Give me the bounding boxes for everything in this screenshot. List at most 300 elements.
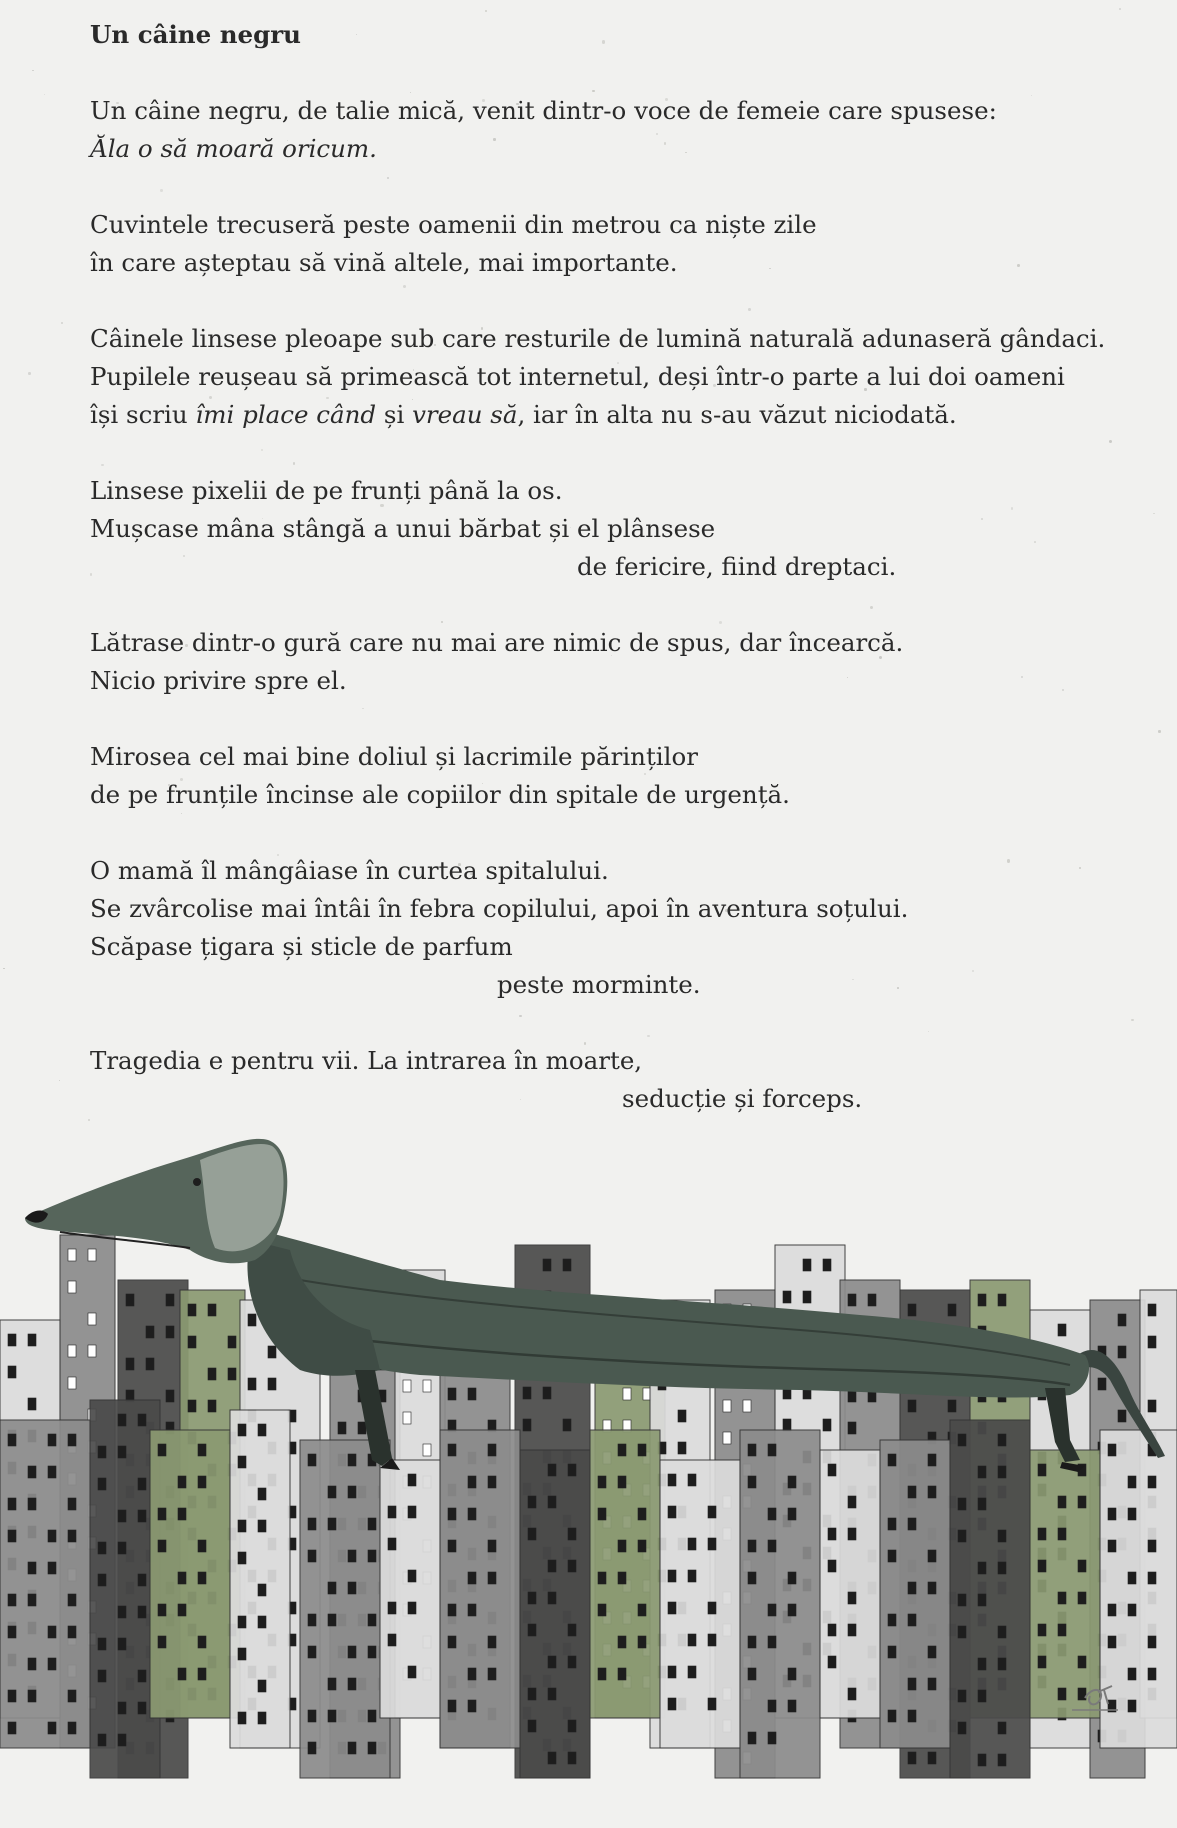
window (308, 1550, 316, 1562)
window (258, 1488, 266, 1500)
window (408, 1666, 416, 1678)
text-run: își scriu (90, 400, 196, 429)
window (448, 1540, 456, 1552)
window (368, 1646, 376, 1658)
window (908, 1752, 916, 1764)
window (523, 1387, 531, 1399)
window (188, 1336, 196, 1348)
window (548, 1656, 556, 1668)
window (688, 1666, 696, 1678)
window (118, 1510, 126, 1522)
window (1038, 1528, 1046, 1540)
window (348, 1646, 356, 1658)
window (118, 1414, 126, 1426)
window (198, 1540, 206, 1552)
window (598, 1476, 606, 1488)
window (118, 1542, 126, 1554)
window (1108, 1444, 1116, 1456)
poem-line (90, 738, 1090, 776)
poem-title: Un câine negru (90, 20, 301, 49)
window (358, 1422, 366, 1434)
window (448, 1636, 456, 1648)
window (388, 1602, 396, 1614)
italic-phrase: îmi place când (195, 400, 377, 429)
window (28, 1658, 36, 1670)
window (623, 1388, 631, 1400)
window (408, 1506, 416, 1518)
window (258, 1680, 266, 1692)
text-run: O mamă îl mângâiase în curtea spitalului. (90, 856, 609, 885)
window (528, 1720, 536, 1732)
window (126, 1358, 134, 1370)
window (543, 1387, 551, 1399)
building (1030, 1450, 1100, 1718)
window (1148, 1336, 1156, 1348)
window (998, 1754, 1006, 1766)
window (68, 1722, 76, 1734)
window (638, 1508, 646, 1520)
window (48, 1722, 56, 1734)
window (1148, 1668, 1156, 1680)
window (138, 1574, 146, 1586)
window (958, 1498, 966, 1510)
window (928, 1550, 936, 1562)
paper-speck (1153, 513, 1154, 514)
window (28, 1334, 36, 1346)
poem-line (90, 396, 1090, 434)
window (368, 1518, 376, 1530)
window (788, 1508, 796, 1520)
window (828, 1464, 836, 1476)
window (28, 1594, 36, 1606)
window (978, 1754, 986, 1766)
window (978, 1466, 986, 1478)
window (928, 1752, 936, 1764)
window (328, 1614, 336, 1626)
window (8, 1334, 16, 1346)
window (146, 1326, 154, 1338)
window (488, 1476, 496, 1488)
window (848, 1624, 856, 1636)
window (708, 1634, 716, 1646)
window (543, 1259, 551, 1271)
window (348, 1678, 356, 1690)
window (48, 1466, 56, 1478)
text-run: Se zvârcolise mai întâi în febra copilului, apoi în aventura soțului. (90, 894, 909, 923)
window (166, 1294, 174, 1306)
window (888, 1646, 896, 1658)
window (958, 1594, 966, 1606)
window (688, 1634, 696, 1646)
window (1128, 1604, 1136, 1616)
text-run: seducție și forceps. (622, 1084, 863, 1113)
window (348, 1582, 356, 1594)
window (598, 1508, 606, 1520)
stanza (90, 206, 1090, 282)
window (688, 1570, 696, 1582)
window (308, 1454, 316, 1466)
window (98, 1478, 106, 1490)
window (1148, 1572, 1156, 1584)
window (768, 1540, 776, 1552)
window (1058, 1592, 1066, 1604)
building (880, 1440, 950, 1748)
stanza (90, 320, 1106, 434)
window (468, 1700, 476, 1712)
paper-speck (32, 70, 34, 72)
window (598, 1572, 606, 1584)
window (563, 1259, 571, 1271)
paper-speck (3, 968, 4, 969)
window (958, 1690, 966, 1702)
window (228, 1368, 236, 1380)
window (1118, 1314, 1126, 1326)
window (138, 1510, 146, 1522)
window (638, 1444, 646, 1456)
window (618, 1572, 626, 1584)
window (598, 1604, 606, 1616)
window (1148, 1540, 1156, 1552)
window (928, 1582, 936, 1594)
window (68, 1249, 76, 1261)
window (618, 1636, 626, 1648)
paper-speck (1158, 730, 1160, 732)
window (638, 1604, 646, 1616)
window (258, 1584, 266, 1596)
window (1148, 1400, 1156, 1412)
dachshund-city-illustration (0, 1130, 1177, 1828)
window (468, 1508, 476, 1520)
window (998, 1562, 1006, 1574)
window (668, 1474, 676, 1486)
text-run: peste morminte. (497, 970, 701, 999)
window (528, 1592, 536, 1604)
window (468, 1476, 476, 1488)
window (1108, 1636, 1116, 1648)
window (888, 1454, 896, 1466)
window (788, 1668, 796, 1680)
window (688, 1474, 696, 1486)
window (468, 1388, 476, 1400)
window (908, 1678, 916, 1690)
text-run: Lătrase dintr-o gură care nu mai are nimic de spus, dar încearcă. (90, 628, 904, 657)
window (708, 1538, 716, 1550)
window (238, 1616, 246, 1628)
window (368, 1550, 376, 1562)
window (788, 1700, 796, 1712)
window (748, 1540, 756, 1552)
building (820, 1450, 880, 1718)
text-run: Scăpase țigara și sticle de parfum (90, 932, 513, 961)
window (638, 1636, 646, 1648)
window (908, 1486, 916, 1498)
window (348, 1486, 356, 1498)
window (928, 1486, 936, 1498)
window (978, 1690, 986, 1702)
window (1078, 1656, 1086, 1668)
window (238, 1552, 246, 1564)
window (488, 1444, 496, 1456)
window (198, 1572, 206, 1584)
window (48, 1434, 56, 1446)
window (888, 1710, 896, 1722)
text-run: Tragedia e pentru vii. La intrarea în moarte, (90, 1046, 643, 1075)
window (1038, 1560, 1046, 1572)
window (118, 1638, 126, 1650)
window (68, 1377, 76, 1389)
poem-line (90, 928, 1090, 966)
window (998, 1466, 1006, 1478)
italic-phrase: vreau să (412, 400, 518, 429)
window (48, 1658, 56, 1670)
window (1038, 1624, 1046, 1636)
building (380, 1460, 440, 1718)
window (48, 1530, 56, 1542)
window (618, 1668, 626, 1680)
window (948, 1400, 956, 1412)
window (68, 1434, 76, 1446)
window (568, 1560, 576, 1572)
window (868, 1294, 876, 1306)
window (403, 1380, 411, 1392)
window (548, 1592, 556, 1604)
window (528, 1528, 536, 1540)
window (448, 1700, 456, 1712)
window (848, 1390, 856, 1402)
window (548, 1496, 556, 1508)
paper-speck (1119, 8, 1121, 10)
window (668, 1666, 676, 1678)
window (678, 1442, 686, 1454)
window (328, 1486, 336, 1498)
window (423, 1380, 431, 1392)
window (68, 1594, 76, 1606)
window (888, 1614, 896, 1626)
window (668, 1698, 676, 1710)
paper-speck (1109, 440, 1112, 443)
window (268, 1346, 276, 1358)
window (563, 1419, 571, 1431)
poem-line (90, 966, 1090, 1004)
window (388, 1506, 396, 1518)
window (568, 1528, 576, 1540)
window (828, 1528, 836, 1540)
window (668, 1570, 676, 1582)
window (68, 1690, 76, 1702)
window (768, 1700, 776, 1712)
window (338, 1422, 346, 1434)
window (98, 1670, 106, 1682)
window (1148, 1636, 1156, 1648)
paper-speck (1131, 1019, 1133, 1021)
paper-speck (59, 1080, 60, 1081)
window (238, 1712, 246, 1724)
text-run: Mușcase mâna stângă a unui bărbat și el plânsese (90, 514, 716, 543)
window (368, 1742, 376, 1754)
window (98, 1638, 106, 1650)
poem-line (90, 358, 1090, 396)
window (198, 1636, 206, 1648)
poem-line (90, 472, 1090, 510)
paper-speck (28, 372, 30, 374)
window (98, 1734, 106, 1746)
window (448, 1388, 456, 1400)
window (788, 1572, 796, 1584)
window (848, 1688, 856, 1700)
window (138, 1606, 146, 1618)
window (118, 1446, 126, 1458)
window (258, 1712, 266, 1724)
window (618, 1476, 626, 1488)
window (958, 1626, 966, 1638)
stanza (90, 472, 1090, 586)
building (1100, 1430, 1177, 1748)
window (308, 1646, 316, 1658)
building (950, 1420, 1030, 1778)
window (188, 1304, 196, 1316)
window (138, 1670, 146, 1682)
stanza (90, 1042, 1090, 1118)
window (748, 1572, 756, 1584)
building (300, 1440, 390, 1778)
window (1108, 1604, 1116, 1616)
window (488, 1572, 496, 1584)
window (1118, 1410, 1126, 1422)
window (783, 1291, 791, 1303)
window (848, 1294, 856, 1306)
window (248, 1314, 256, 1326)
window (88, 1249, 96, 1261)
window (403, 1412, 411, 1424)
paper-speck (44, 94, 45, 95)
window (138, 1414, 146, 1426)
window (118, 1734, 126, 1746)
window (408, 1570, 416, 1582)
poem (90, 16, 1106, 1118)
window (978, 1658, 986, 1670)
window (328, 1710, 336, 1722)
window (1108, 1508, 1116, 1520)
window (178, 1476, 186, 1488)
window (848, 1592, 856, 1604)
paper-speck (485, 10, 487, 12)
window (783, 1419, 791, 1431)
window (158, 1636, 166, 1648)
building (660, 1460, 740, 1748)
window (828, 1560, 836, 1572)
window (308, 1742, 316, 1754)
text-run: Cuvintele trecuseră peste oamenii din metrou ca niște zile (90, 210, 817, 239)
window (568, 1752, 576, 1764)
window (823, 1259, 831, 1271)
window (743, 1400, 751, 1412)
window (678, 1410, 686, 1422)
building (230, 1410, 290, 1748)
window (1078, 1688, 1086, 1700)
window (1058, 1528, 1066, 1540)
window (1058, 1324, 1066, 1336)
window (238, 1424, 246, 1436)
window (388, 1538, 396, 1550)
window (888, 1518, 896, 1530)
window (28, 1398, 36, 1410)
window (138, 1478, 146, 1490)
window (768, 1444, 776, 1456)
window (328, 1518, 336, 1530)
stanza (90, 92, 1090, 168)
poem-line (90, 206, 1090, 244)
building (440, 1430, 520, 1748)
window (178, 1508, 186, 1520)
window (823, 1419, 831, 1431)
window (368, 1614, 376, 1626)
building (0, 1420, 90, 1748)
window (998, 1626, 1006, 1638)
window (523, 1419, 531, 1431)
poem-stanzas (90, 92, 1106, 1118)
window (348, 1550, 356, 1562)
window (908, 1710, 916, 1722)
building (520, 1450, 590, 1778)
window (1058, 1688, 1066, 1700)
building (150, 1430, 230, 1718)
window (468, 1668, 476, 1680)
window (158, 1604, 166, 1616)
window (958, 1434, 966, 1446)
window (848, 1496, 856, 1508)
window (848, 1422, 856, 1434)
window (928, 1678, 936, 1690)
text-run: Pupilele reușeau să primească tot internetul, deși într-o parte a lui doi oameni (90, 362, 1065, 391)
window (1058, 1496, 1066, 1508)
window (238, 1456, 246, 1468)
window (948, 1304, 956, 1316)
window (958, 1530, 966, 1542)
poem-line (90, 624, 1090, 662)
window (166, 1326, 174, 1338)
window (468, 1604, 476, 1616)
window (268, 1378, 276, 1390)
window (668, 1602, 676, 1614)
window (178, 1604, 186, 1616)
window (1128, 1572, 1136, 1584)
window (928, 1646, 936, 1658)
poem-line (90, 852, 1090, 890)
window (528, 1624, 536, 1636)
window (308, 1614, 316, 1626)
window (748, 1636, 756, 1648)
window (568, 1464, 576, 1476)
window (208, 1368, 216, 1380)
window (68, 1530, 76, 1542)
window (788, 1604, 796, 1616)
window (8, 1498, 16, 1510)
window (448, 1604, 456, 1616)
stanza (90, 852, 1090, 1004)
window (978, 1562, 986, 1574)
window (8, 1594, 16, 1606)
window (708, 1506, 716, 1518)
poem-line (90, 1042, 1090, 1080)
window (208, 1400, 216, 1412)
window (723, 1432, 731, 1444)
window (28, 1562, 36, 1574)
window (8, 1530, 16, 1542)
paper-speck (88, 1119, 90, 1121)
window (488, 1636, 496, 1648)
window (328, 1678, 336, 1690)
window (618, 1444, 626, 1456)
